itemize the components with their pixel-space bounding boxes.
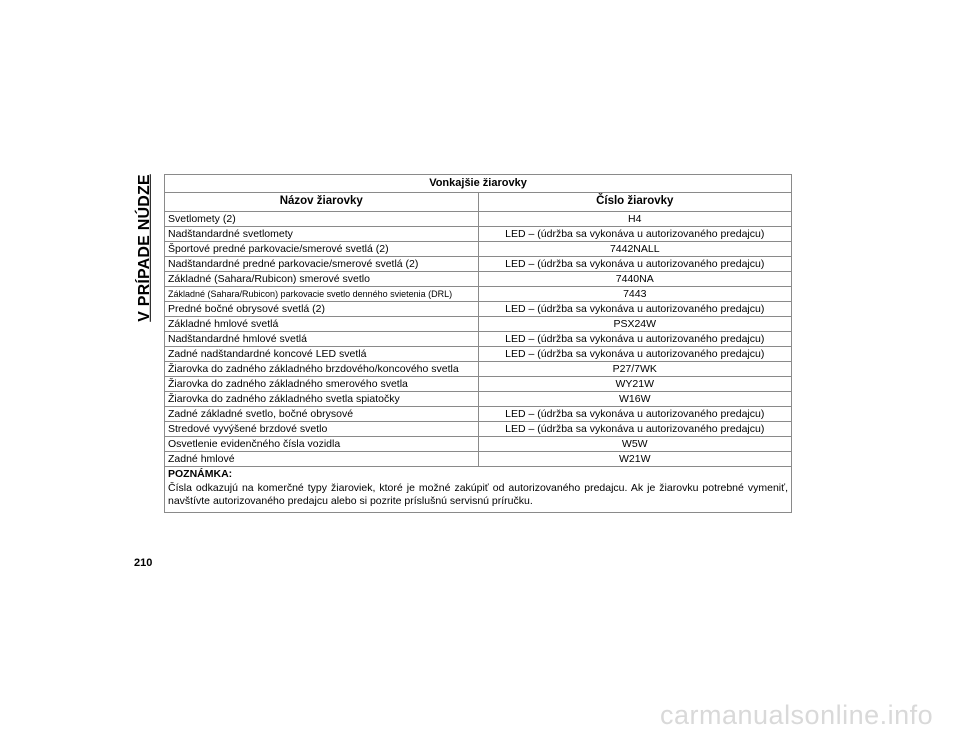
note-row [165, 467, 792, 513]
bulb-name: Žiarovka do zadného základného svetla spiatočky [165, 392, 479, 407]
table-row [165, 242, 792, 257]
table-row [165, 332, 792, 347]
bulb-name: Základné (Sahara/Rubicon) smerové svetlo [165, 272, 479, 287]
table-row [165, 272, 792, 287]
bulb-number: PSX24W [478, 317, 792, 332]
bulb-name: Predné bočné obrysové svetlá (2) [165, 302, 479, 317]
bulb-name: Žiarovka do zadného základného brzdového/koncového svetla [165, 362, 479, 377]
bulb-number: W21W [478, 452, 792, 467]
table-row [165, 302, 792, 317]
table-row [165, 227, 792, 242]
table-row [165, 317, 792, 332]
bulb-number: LED – (údržba sa vykonáva u autorizovaného predajcu) [478, 302, 792, 317]
bulb-number: LED – (údržba sa vykonáva u autorizovaného predajcu) [478, 227, 792, 242]
bulb-name: Svetlomety (2) [165, 212, 479, 227]
page-number: 210 [134, 557, 153, 569]
table-row [165, 347, 792, 362]
note [165, 467, 792, 513]
bulb-name: Nadštandardné hmlové svetlá [165, 332, 479, 347]
bulb-number: W16W [478, 392, 792, 407]
table-header-row [165, 193, 792, 212]
table-row [165, 212, 792, 227]
section-title [134, 174, 156, 322]
bulb-name: Nadštandardné svetlomety [165, 227, 479, 242]
bulb-number: LED – (údržba sa vykonáva u autorizovaného predajcu) [478, 422, 792, 437]
column-header-number: Číslo žiarovky [478, 193, 792, 212]
table-row [165, 287, 792, 302]
table-row [165, 377, 792, 392]
bulb-name: Zadné hmlové [165, 452, 479, 467]
bulb-name: Stredové vyvýšené brzdové svetlo [165, 422, 479, 437]
table-row [165, 392, 792, 407]
bulb-name: Zadné základné svetlo, bočné obrysové [165, 407, 479, 422]
bulb-number: 7440NA [478, 272, 792, 287]
table-row [165, 422, 792, 437]
bulb-name: Športové predné parkovacie/smerové svetlá (2) [165, 242, 479, 257]
table-row [165, 362, 792, 377]
bulb-number: H4 [478, 212, 792, 227]
note-text: Čísla odkazujú na komerčné typy žiaroviek, ktoré je možné zakúpiť od autorizovaného predajcu. Ak je žiarovku potrebné vymeniť, navštívte autorizovaného predajcu alebo si pozrite príslušnú servisnú príručku. [168, 481, 788, 508]
bulb-number: 7443 [478, 287, 792, 302]
table-caption: Vonkajšie žiarovky [165, 175, 792, 193]
bulb-number: W5W [478, 437, 792, 452]
table-row [165, 257, 792, 272]
bulb-name: Základné (Sahara/Rubicon) parkovacie svetlo denného svietenia (DRL) [165, 287, 479, 302]
exterior-bulbs-table [164, 174, 792, 513]
bulb-number: LED – (údržba sa vykonáva u autorizovaného predajcu) [478, 347, 792, 362]
table-row [165, 407, 792, 422]
note-heading: POZNÁMKA: [168, 468, 233, 480]
section-title-text: V PRÍPADE NÚDZE [136, 174, 154, 322]
bulb-name: Nadštandardné predné parkovacie/smerové svetlá (2) [165, 257, 479, 272]
table-row [165, 437, 792, 452]
bulb-name: Osvetlenie evidenčného čísla vozidla [165, 437, 479, 452]
bulb-number: WY21W [478, 377, 792, 392]
bulb-name: Základné hmlové svetlá [165, 317, 479, 332]
bulb-number: P27/7WK [478, 362, 792, 377]
bulb-number: LED – (údržba sa vykonáva u autorizovaného predajcu) [478, 407, 792, 422]
bulb-name: Žiarovka do zadného základného smerového svetla [165, 377, 479, 392]
table-row [165, 452, 792, 467]
bulb-number: LED – (údržba sa vykonáva u autorizovaného predajcu) [478, 257, 792, 272]
column-header-name: Názov žiarovky [165, 193, 479, 212]
bulb-number: 7442NALL [478, 242, 792, 257]
bulb-name: Zadné nadštandardné koncové LED svetlá [165, 347, 479, 362]
bulb-number: LED – (údržba sa vykonáva u autorizovaného predajcu) [478, 332, 792, 347]
watermark: carmanualsonline.info [660, 700, 934, 730]
table-caption-row [165, 175, 792, 193]
